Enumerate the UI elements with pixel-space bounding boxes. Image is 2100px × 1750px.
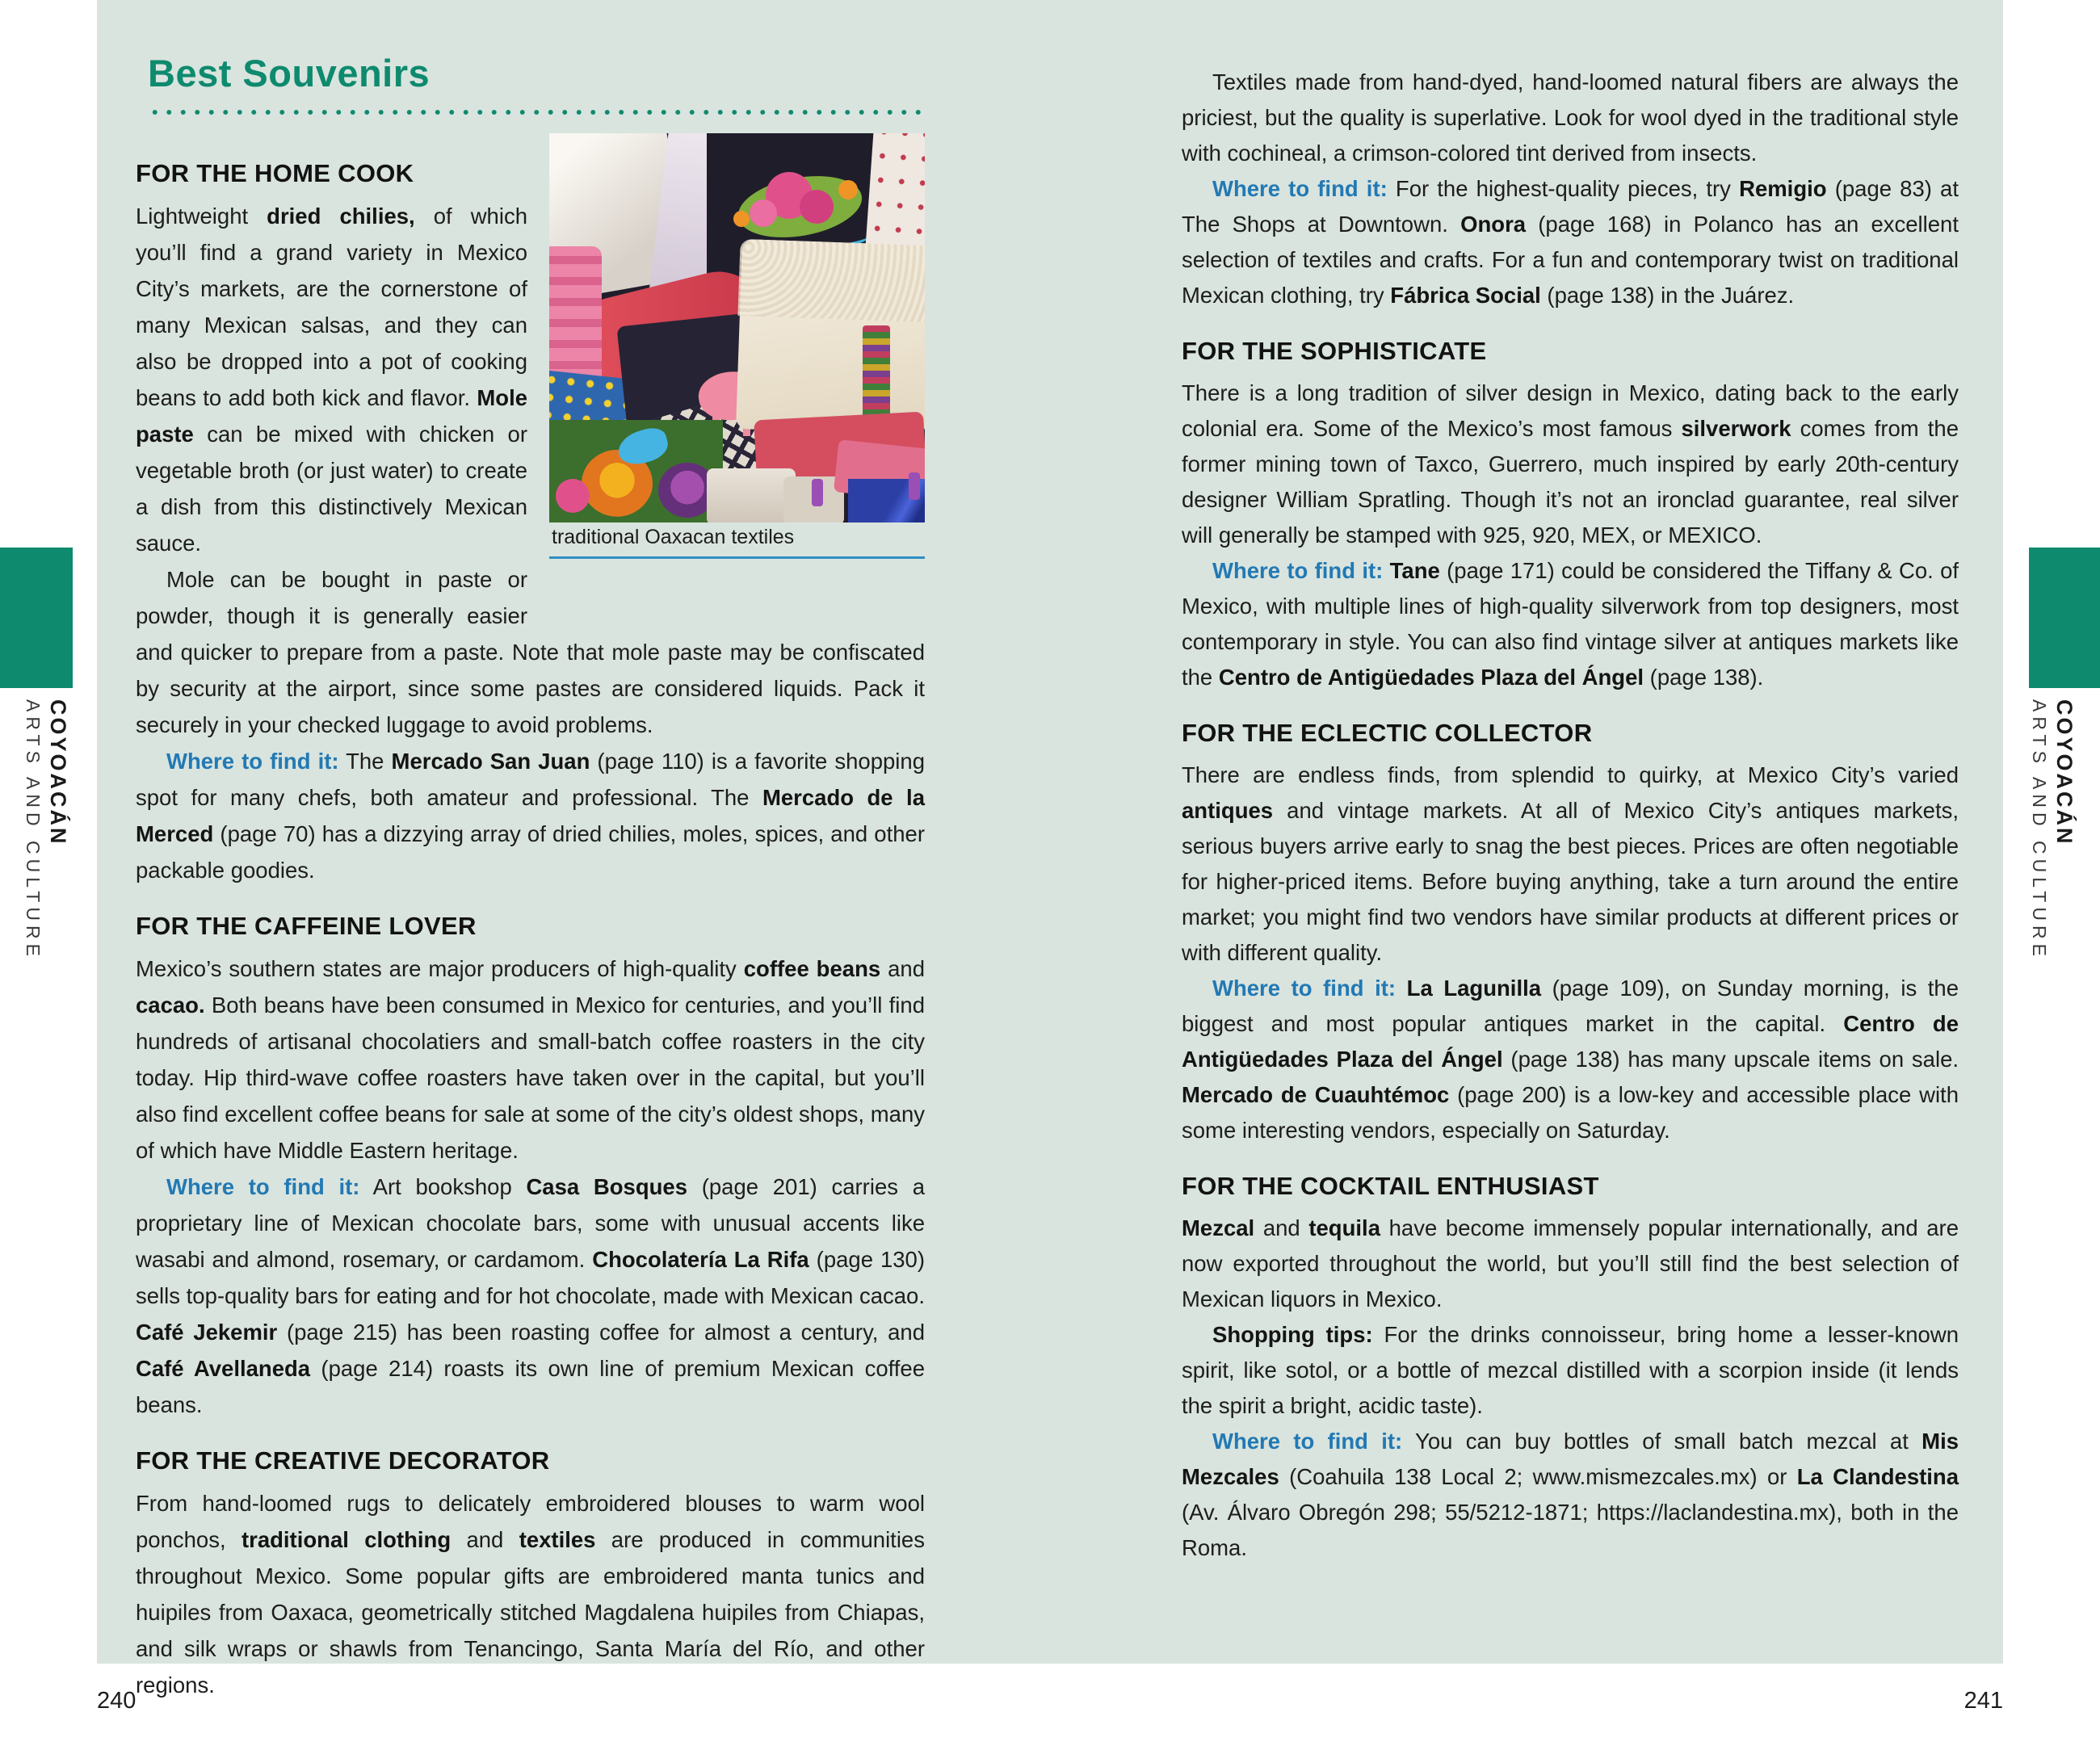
text-run: (page 130) sells top-quality bars for eating and for hot chocolate, made with Mexican cacao. — [136, 1247, 926, 1308]
text-run: tequila — [1308, 1215, 1380, 1240]
text-run: The — [338, 749, 392, 774]
text-run: (page 171) could be considered the Tiffany & Co. of Mexico, with multiple lines of high-quality silverwork from top designers, most contemporary in style. You can also find vintage silver at antiques markets like the — [1182, 558, 1959, 690]
page-number-left: 240 — [97, 1688, 136, 1714]
section-heading: FOR THE CAFFEINE LOVER — [136, 912, 477, 940]
text-run: Mis Mezcales — [1182, 1429, 1959, 1489]
paragraph — [1182, 1424, 1959, 1566]
dotted-divider — [148, 108, 926, 116]
text-run: Lightweight — [136, 204, 267, 229]
side-tab-right — [2027, 699, 2077, 961]
text-run: Onora — [1460, 212, 1527, 237]
text-run: and vintage markets. At all of Mexico City’s antiques markets, serious buyers arrive early to snag the best pieces. Prices are often negotiable for higher-priced items. Before buying anything, take a turn around the entire market; you might find two vendors have similar products at different prices or with different quality. — [1182, 798, 1959, 965]
text-run — [1383, 558, 1389, 583]
page-number-right: 241 — [1964, 1688, 2003, 1714]
text-run: antiques — [1182, 798, 1274, 823]
text-run: and — [451, 1527, 519, 1552]
page-title: Best Souvenirs — [148, 52, 430, 94]
section-heading: FOR THE ECLECTIC COLLECTOR — [1182, 719, 1593, 747]
text-run: Mercado San Juan — [391, 749, 590, 774]
text-run: coffee beans — [743, 956, 881, 981]
textiles-photo — [549, 133, 925, 522]
text-run: (page 138) has many upscale items on sale. — [1502, 1047, 1959, 1072]
text-run: (page 138) in the Juárez. — [1540, 283, 1795, 308]
paragraph — [1182, 971, 1959, 1148]
where-to-find-label: Where to find it: — [166, 749, 339, 774]
where-to-find-label: Where to find it: — [1212, 558, 1384, 583]
text-run: comes from the former mining town of Taxco, Guerrero, much inspired by early 20th-century designer William Spratling. Though it’s not an ironclad guarantee, real silver will generally be stamped with 925, 920, MEX, or MEXICO. — [1182, 416, 1959, 548]
text-run: Mexico’s southern states are major producers of high-quality — [136, 956, 744, 981]
text-run: Mole paste — [136, 385, 527, 447]
tab-chapter-label: ARTS AND CULTURE — [2029, 699, 2050, 961]
text-run: (page 200) is a low-key and accessible place with some interesting vendors, especially on Saturday. — [1182, 1082, 1959, 1143]
text-run: are produced in communities throughout Mexico. Some popular gifts are embroidered manta tunics and huipiles from Oaxaca, geometrically stitched Magdalena huipiles from Chiapas, and silk wraps or shawls from Tenancingo, Santa María del Río, and other regions. — [136, 1527, 925, 1698]
text-run: Both beans have been consumed in Mexico for centuries, and you’ll find hundreds of artisanal chocolatiers and small-batch coffee roasters in the city today. Hip third-wave coffee roasters have taken over in the capital, but you’ll also find excellent coffee beans for sale at some of the city’s oldest shops, many of which have Middle Eastern heritage. — [136, 993, 925, 1163]
section-heading: FOR THE COCKTAIL ENTHUSIAST — [1182, 1172, 1599, 1200]
photo-shape — [863, 325, 890, 424]
tab-region-label: COYOACÁN — [46, 699, 70, 846]
section-heading: FOR THE HOME COOK — [136, 159, 414, 187]
photo-shape — [737, 239, 925, 322]
text-run: (page 109), on Sunday morning, is the biggest and most popular antiques market in the capital. — [1182, 976, 1959, 1036]
text-run: Textiles made from hand-dyed, hand-loomed natural fibers are always the priciest, but the quality is superlative. Look for wool dyed in the traditional style with cochineal, a crimson-colored tint derived from insects. — [1182, 69, 1959, 166]
photo-caption: traditional Oaxacan textiles — [552, 526, 795, 548]
photo-shape — [812, 479, 823, 506]
text-run: dried chilies, — [267, 204, 415, 229]
text-run: Mercado de la Merced — [136, 785, 925, 846]
paragraph — [1182, 553, 1959, 695]
text-run: Mole can be bought in paste or powder, though it is generally easier and quicker to prepare from a paste. Note that mole paste may be confiscated by security at the airport, since some pastes are considered liquids. Pack it securely in your checked luggage to avoid problems. — [136, 567, 925, 737]
caption-underline — [549, 556, 925, 559]
text-run: cacao. — [136, 993, 205, 1018]
text-run: Casa Bosques — [526, 1174, 688, 1199]
photo-shape — [838, 180, 858, 199]
paragraph — [136, 951, 925, 1169]
paragraph — [136, 1485, 925, 1703]
text-run: There are endless finds, from splendid to quirky, at Mexico City’s varied — [1182, 762, 1959, 787]
paragraph — [1182, 757, 1959, 971]
text-run: For the drinks connoisseur, bring home a lesser-known spirit, like sotol, or a bottle of mezcal distilled with a scorpion inside (it lends the spirit a bright, acidic taste). — [1182, 1322, 1959, 1418]
paragraph — [136, 743, 925, 888]
text-run: Centro de Antigüedades Plaza del Ángel — [1218, 665, 1644, 690]
text-run: (page 70) has a dizzying array of dried chilies, moles, spices, and other packable goodies. — [136, 821, 925, 883]
where-to-find-label: Where to find it: — [1212, 976, 1396, 1001]
text-run: textiles — [519, 1527, 596, 1552]
text-run: Mezcal — [1182, 1215, 1255, 1240]
tab-chapter-label: ARTS AND CULTURE — [23, 699, 44, 961]
text-run: (page 215) has been roasting coffee for almost a century, and — [277, 1320, 925, 1345]
paragraph — [136, 1169, 925, 1423]
right-page-sections — [1182, 338, 1959, 1566]
text-run: La Lagunilla — [1406, 976, 1542, 1001]
side-tab-left-color-block — [0, 548, 73, 688]
paragraph — [1182, 65, 1959, 171]
tab-region-label: COYOACÁN — [2052, 699, 2077, 846]
text-run: Fábrica Social — [1390, 283, 1541, 308]
photo-shape — [556, 479, 590, 513]
text-run: Art bookshop — [359, 1174, 527, 1199]
right-page-column — [1182, 65, 1959, 1566]
text-run — [1396, 976, 1407, 1001]
text-run: traditional clothing — [241, 1527, 452, 1552]
paragraph — [1182, 1317, 1959, 1424]
side-tab-right-color-block — [2029, 548, 2100, 688]
text-run: La Clandestina — [1796, 1464, 1959, 1489]
text-run: (Av. Álvaro Obregón 298; 55/5212-1871; https://laclandestina.mx), both in the Roma. — [1182, 1500, 1959, 1560]
text-run: Remigio — [1739, 176, 1827, 201]
text-run: Café Jekemir — [136, 1320, 278, 1345]
intro-paragraphs — [1182, 65, 1959, 313]
text-run: Shopping tips: — [1212, 1322, 1373, 1347]
where-to-find-label: Where to find it: — [1212, 1429, 1403, 1454]
text-run: Mercado de Cuauhtémoc — [1182, 1082, 1450, 1107]
text-run: For the highest-quality pieces, try — [1387, 176, 1740, 201]
text-run: have become immensely popular internationally, and are now exported throughout the world, but you’ll still find the best selection of Mexican liquors in Mexico. — [1182, 1215, 1959, 1311]
text-run: can be mixed with chicken or vegetable broth (or just water) to create a dish from this distinctively Mexican sauce. — [136, 422, 527, 556]
photo-shape — [733, 211, 750, 227]
text-run: (page 214) roasts its own line of premium Mexican coffee beans. — [136, 1356, 925, 1417]
text-run: (page 83) at The Shops at Downtown. — [1182, 176, 1959, 237]
where-to-find-label: Where to find it: — [1212, 176, 1388, 201]
text-run: Centro de Antigüedades Plaza del Ángel — [1182, 1011, 1959, 1072]
where-to-find-label: Where to find it: — [166, 1174, 360, 1199]
photo-shape — [909, 472, 920, 500]
text-run: (page 138). — [1644, 665, 1764, 690]
text-run: (page 168) in Polanco has an excellent selection of textiles and crafts. For a fun and contemporary twist on traditional Mexican clothing, try — [1182, 212, 1959, 308]
text-run: There is a long tradition of silver design in Mexico, dating back to the early colonial era. Some of the Mexico’s most famous — [1182, 380, 1959, 441]
text-run: From hand-loomed rugs to delicately embroidered blouses to warm wool ponchos, — [136, 1491, 925, 1552]
text-run: and — [880, 956, 925, 981]
text-run: silverwork — [1681, 416, 1791, 441]
text-run: and — [1254, 1215, 1309, 1240]
photo-shape — [800, 190, 834, 224]
text-run: (page 110) is a favorite shopping spot for many chefs, both amateur and professional. The — [136, 749, 926, 810]
section-heading: FOR THE SOPHISTICATE — [1182, 337, 1487, 365]
side-tab-left — [21, 699, 71, 961]
paragraph — [1182, 171, 1959, 313]
text-run: (page 201) carries a proprietary line of Mexican chocolate bars, some with unusual accents like wasabi and almond, rosemary, or cardamom. — [136, 1174, 925, 1272]
section-heading: FOR THE CREATIVE DECORATOR — [136, 1446, 550, 1475]
text-run: Café Avellaneda — [136, 1356, 311, 1381]
paragraph — [1182, 1211, 1959, 1317]
text-run: You can buy bottles of small batch mezcal at — [1402, 1429, 1922, 1454]
paragraph — [1182, 376, 1959, 553]
text-run: Chocolatería La Rifa — [592, 1247, 809, 1272]
text-run: Tane — [1389, 558, 1440, 583]
photo-shape — [750, 199, 777, 227]
text-run: of which you’ll find a grand variety in Mexico City’s markets, are the cornerstone of many Mexican salsas, and they can also be dropped into a pot of cooking beans to add both kick and flavor. — [136, 204, 527, 410]
photo-shape — [707, 468, 796, 522]
text-run: (Coahuila 138 Local 2; www.mismezcales.mx) or — [1279, 1464, 1797, 1489]
